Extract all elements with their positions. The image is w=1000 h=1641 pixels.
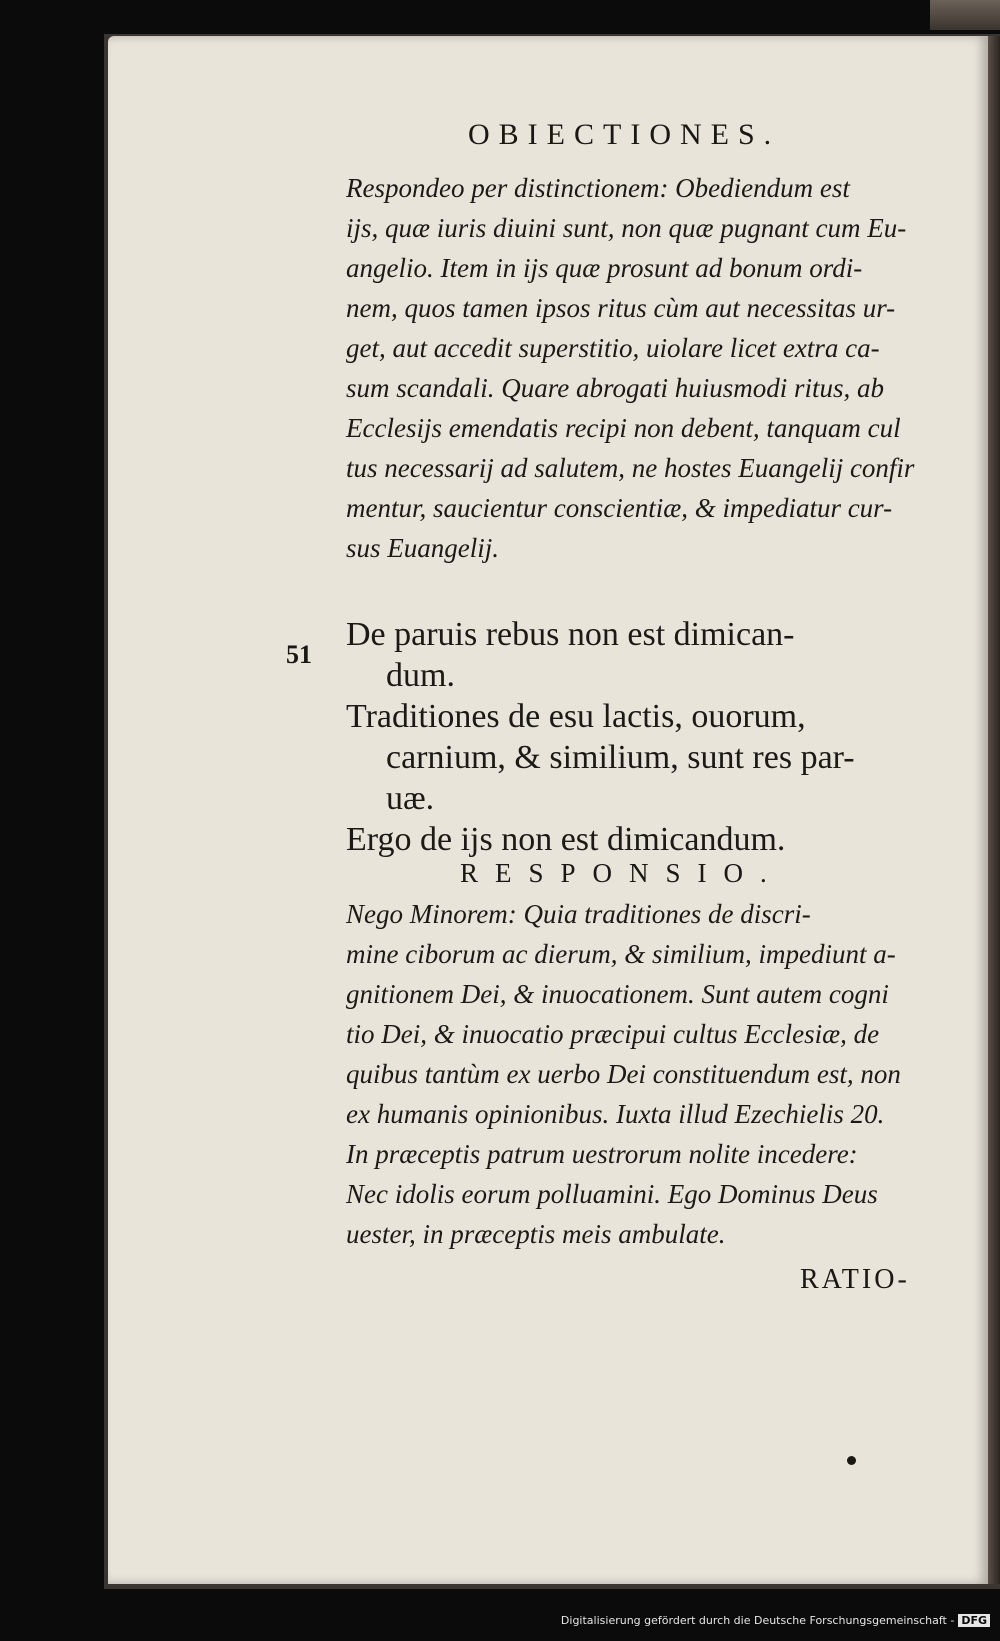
digitization-footer	[561, 1614, 990, 1627]
syllogism-block	[346, 614, 966, 860]
response-paragraph-2	[346, 894, 966, 1254]
catchword: RATIO-	[800, 1264, 910, 1295]
text-line: uester, in præceptis meis ambulate.	[346, 1219, 726, 1249]
text-line: mine ciborum ac dierum, & similium, impediunt a-	[346, 939, 896, 969]
dfg-logo-icon: DFG	[958, 1614, 990, 1627]
response-paragraph-1	[346, 168, 966, 568]
text-line: tio Dei, & inuocatio præcipui cultus Ecclesiæ, de	[346, 1019, 880, 1049]
text-line: tus necessarij ad salutem, ne hostes Euangelij confir	[346, 453, 915, 483]
text-line: sus Euangelij.	[346, 533, 499, 563]
text-line: Nego Minorem: Quia traditiones de discri-	[346, 899, 811, 929]
syllogism-line: Ergo de ijs non est dimicandum.	[346, 821, 786, 858]
book-spine	[988, 36, 1000, 1584]
syllogism-line: Traditiones de esu lactis, ouorum,	[346, 698, 806, 735]
text-line: get, aut accedit superstitio, uiolare licet extra ca-	[346, 333, 880, 363]
text-line: nem, quos tamen ipsos ritus cùm aut necessitas ur-	[346, 293, 896, 323]
text-line: angelio. Item in ijs quæ prosunt ad bonum ordi-	[346, 253, 863, 283]
marginal-number: 51	[286, 640, 312, 669]
text-line: ijs, quæ iuris diuini sunt, non quæ pugnant cum Eu-	[346, 213, 907, 243]
text-line: In præceptis patrum uestrorum nolite incedere:	[346, 1139, 858, 1169]
text-line: Nec idolis eorum polluamini. Ego Dominus Deus	[346, 1179, 878, 1209]
text-line: Respondeo per distinctionem: Obediendum est	[346, 173, 850, 203]
footer-text: Digitalisierung gefördert durch die Deutsche Forschungsgemeinschaft -	[560, 1614, 955, 1627]
text-line: sum scandali. Quare abrogati huiusmodi ritus, ab	[346, 373, 885, 403]
text-line: gnitionem Dei, & inuocationem. Sunt autem cogni	[346, 979, 889, 1009]
text-line: ex humanis opinionibus. Iuxta illud Ezechielis 20.	[346, 1099, 885, 1129]
text-line: Ecclesijs emendatis recipi non debent, tanquam cul	[346, 413, 901, 443]
syllogism-line: De paruis rebus non est dimican-	[346, 616, 795, 653]
responsio-heading: RESPONSIO.	[460, 858, 784, 888]
book-edge	[930, 0, 1000, 30]
text-line: mentur, saucientur conscientiæ, & impediatur cur-	[346, 493, 893, 523]
syllogism-line: carnium, & similium, sunt res par-	[386, 739, 855, 776]
running-header: OBIECTIONES.	[468, 118, 781, 151]
syllogism-line: uæ.	[386, 780, 435, 817]
text-line: quibus tantùm ex uerbo Dei constituendum est, non	[346, 1059, 901, 1089]
ink-dot	[847, 1456, 856, 1465]
syllogism-line: dum.	[386, 657, 455, 694]
